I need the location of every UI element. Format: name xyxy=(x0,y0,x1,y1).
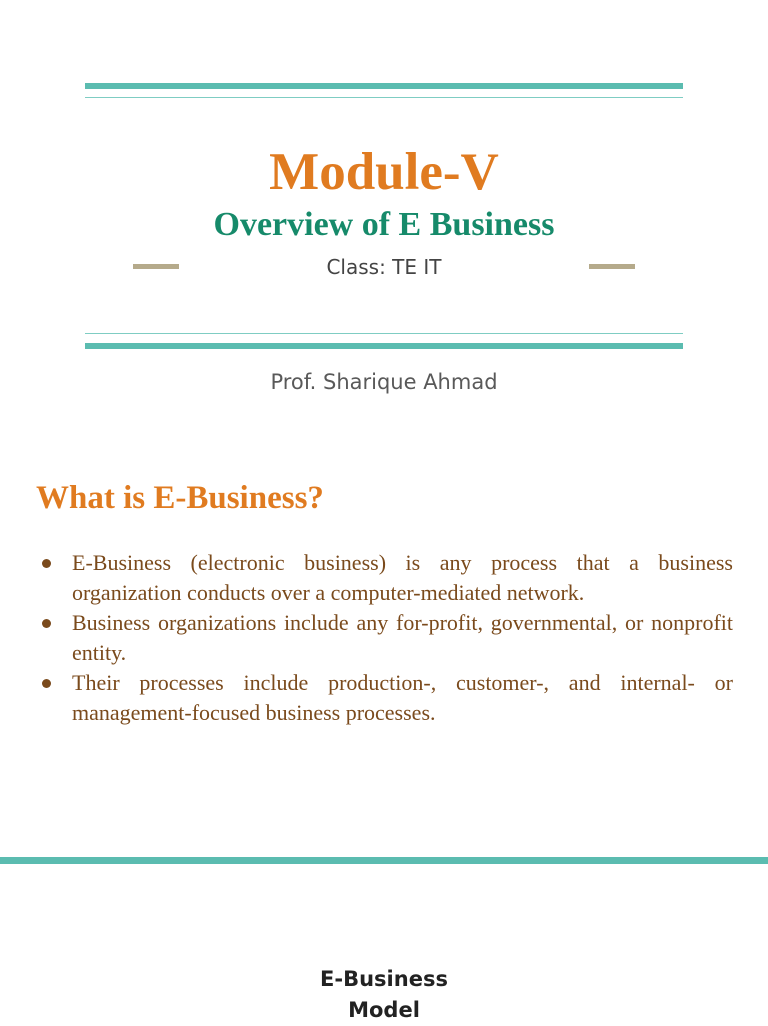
top-thick-rule xyxy=(85,83,683,89)
bullet-icon xyxy=(42,559,51,568)
class-label: Class: TE IT xyxy=(326,255,442,279)
bullet-item xyxy=(36,668,733,728)
bullet-text: Business organizations include any for-profit, governmental, or nonprofit entity. xyxy=(72,610,733,665)
bullet-text: Their processes include production-, customer-, and internal- or management-focused business processes. xyxy=(72,670,733,725)
section-heading: What is E-Business? xyxy=(36,480,324,516)
bullet-text: E-Business (electronic business) is any process that a business organization conducts over a computer-mediated network. xyxy=(72,550,733,605)
title-slide xyxy=(0,0,768,440)
bullet-icon xyxy=(42,679,51,688)
model-title-line2: Model xyxy=(348,998,420,1022)
top-thin-rule xyxy=(85,97,683,98)
bullet-item xyxy=(36,548,733,608)
author-name: Prof. Sharique Ahmad xyxy=(270,370,498,394)
module-title: Module-V xyxy=(269,143,499,201)
bullet-item xyxy=(36,608,733,668)
bullet-icon xyxy=(42,619,51,628)
content-slide xyxy=(0,440,768,858)
slide-divider xyxy=(0,857,768,864)
right-dash-decoration xyxy=(589,264,635,269)
model-slide xyxy=(0,864,768,1024)
bullet-list xyxy=(36,548,733,728)
model-title-line1: E-Business xyxy=(320,967,448,991)
module-subtitle: Overview of E Business xyxy=(213,206,555,243)
bottom-thick-rule xyxy=(85,343,683,349)
bottom-thin-rule xyxy=(85,333,683,334)
model-title xyxy=(0,964,768,1026)
